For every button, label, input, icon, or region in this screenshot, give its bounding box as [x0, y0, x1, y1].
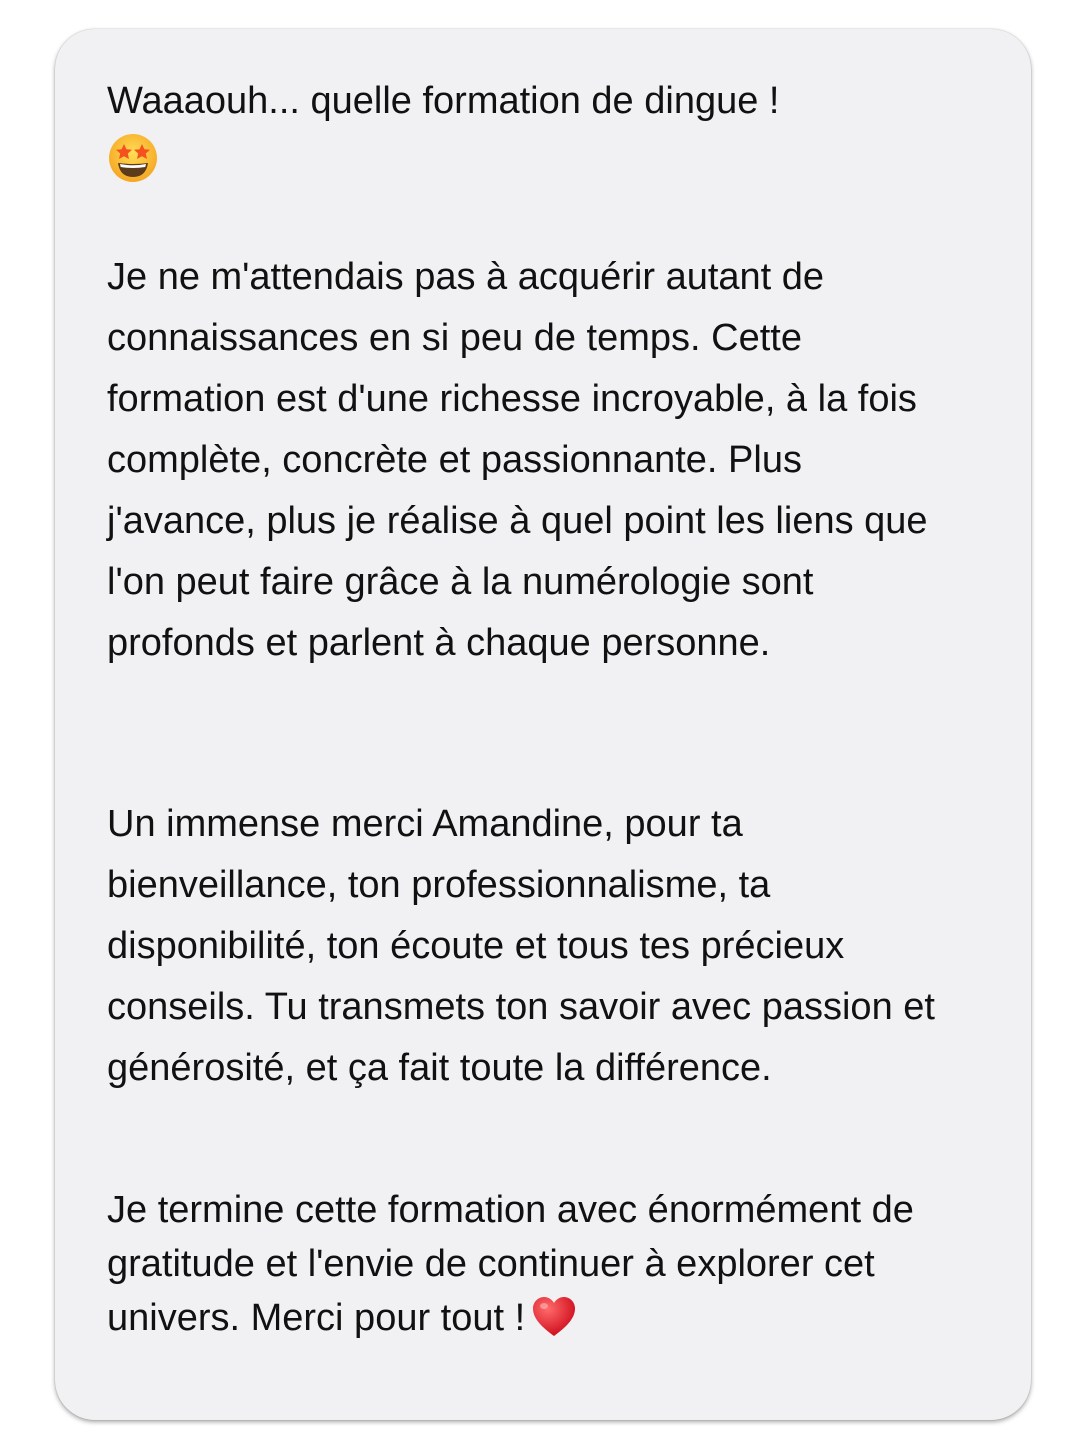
message-paragraph-2: Je ne m'attendais pas à acquérir autant de connaissances en si peu de temps. Cette formation est d'une richesse incroyable, à la fois complète, concrète et passionnante. Plus j'avance, plus je réalise à quel point les liens que l'on peut faire grâce à la numérologie sont profonds et parlent à chaque personne.	[107, 256, 928, 664]
message-paragraph-4-text: Je termine cette formation avec énormément de gratitude et l'envie de continuer à explorer cet univers. Merci pour tout !	[107, 1189, 914, 1339]
message-paragraph-1-text: Waaaouh... quelle formation de dingue !	[107, 80, 780, 122]
message-bubble	[55, 29, 1031, 1420]
red-heart-emoji-icon	[531, 1294, 577, 1340]
message-paragraph-1	[107, 71, 907, 195]
star-struck-emoji-icon	[107, 132, 159, 184]
message-paragraph-4	[107, 1183, 937, 1345]
message-paragraph-3: Un immense merci Amandine, pour ta bienveillance, ton professionnalisme, ta disponibilité, ton écoute et tous tes précieux conseils. Tu transmets ton savoir avec passion et générosité, et ça fait toute la différence.	[107, 803, 935, 1089]
